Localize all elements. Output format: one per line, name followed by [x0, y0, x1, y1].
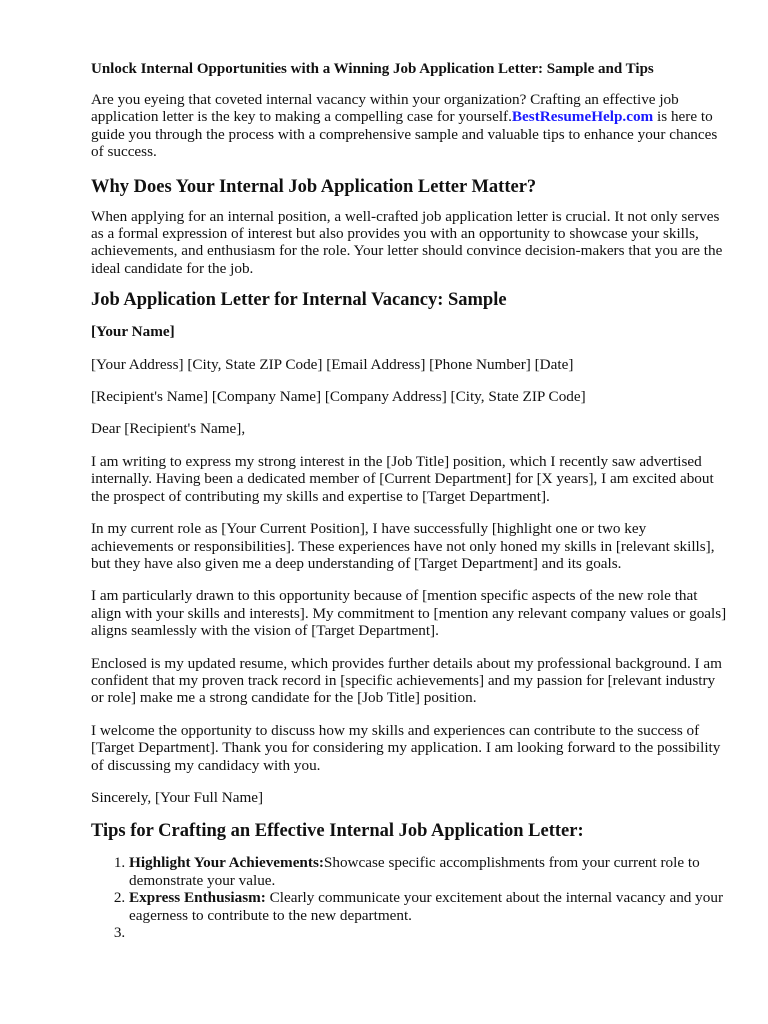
sample-paragraph-3: I am particularly drawn to this opportunity because of [mention specific aspects of the new role that align with your skills and interests]. My commitment to [mention any relevant company values or goals] aligns seamlessly with the vision of [Target Department]. — [91, 587, 727, 640]
tips-heading: Tips for Crafting an Effective Internal Job Application Letter: — [91, 821, 584, 842]
why-heading: Why Does Your Internal Job Application Letter Matter? — [91, 176, 537, 197]
sample-paragraph-1: I am writing to express my strong interest in the [Job Title] position, which I recently saw advertised internally. Having been a dedicated member of [Current Department] for [X years], I am excited about the prospect of contributing my skills and expertise to [Target Department]. — [91, 452, 714, 505]
sample-sender-info: [Your Address] [City, State ZIP Code] [Email Address] [Phone Number] [Date] — [91, 355, 574, 373]
document-title: Unlock Internal Opportunities with a Winning Job Application Letter: Sample and Tips — [91, 61, 654, 77]
intro-paragraph — [91, 91, 731, 161]
tips-list-item — [129, 889, 731, 924]
sample-salutation: Dear [Recipient's Name], — [91, 420, 246, 438]
intro-text-before-link: Are you eyeing that coveted internal vacancy within your organization? Crafting an effective job application letter is the key to making a compelling case for yourself. — [91, 91, 679, 126]
tip-label: Express Enthusiasm: — [129, 889, 266, 907]
sample-recipient-info: [Recipient's Name] [Company Name] [Company Address] [City, State ZIP Code] — [91, 388, 586, 406]
tips-list-item — [129, 924, 731, 941]
tip-text: Clearly communicate your excitement about the internal vacancy and your eagerness to contribute to the new department. — [129, 889, 724, 924]
tips-list — [91, 854, 731, 941]
sample-paragraph-4: Enclosed is my updated resume, which provides further details about my professional background. I am confident that my proven track record in [specific achievements] and my passion for [relevant industry or role] make me a strong candidate for the [Job Title] position. — [91, 654, 722, 707]
why-paragraph: When applying for an internal position, a well-crafted job application letter is crucial. It not only serves as a formal expression of interest but also provides you with an opportunity to showcase your skills, achievements, and enthusiasm for the role. Your letter should convince decision-makers that you are the ideal candidate for the job. — [91, 207, 723, 277]
bestresumehelp-link[interactable]: BestResumeHelp.com — [511, 108, 654, 126]
tips-list-item — [129, 854, 731, 889]
sample-your-name: [Your Name] — [91, 323, 175, 341]
sample-paragraph-5: I welcome the opportunity to discuss how my skills and experiences can contribute to the success of [Target Department]. Thank you for considering my application. I am looking forward to the possibility of discussing my candidacy with you. — [91, 721, 721, 774]
tip-label: Highlight Your Achievements: — [129, 854, 324, 872]
intro-text-after-link: is here to guide you through the process with a comprehensive sample and valuable tips to enhance your chances of success. — [91, 108, 718, 161]
sample-paragraph-2: In my current role as [Your Current Position], I have successfully [highlight one or two key achievements or responsibilities]. These experiences have not only honed my skills in [relevant skills], but they have also given me a deep understanding of [Target Department] and its goals. — [91, 520, 715, 572]
tip-text: Showcase specific accomplishments from your current role to demonstrate your value. — [129, 854, 700, 889]
document-page — [91, 60, 731, 941]
sample-heading: Job Application Letter for Internal Vacancy: Sample — [91, 290, 507, 311]
sample-closing: Sincerely, [Your Full Name] — [91, 788, 264, 806]
